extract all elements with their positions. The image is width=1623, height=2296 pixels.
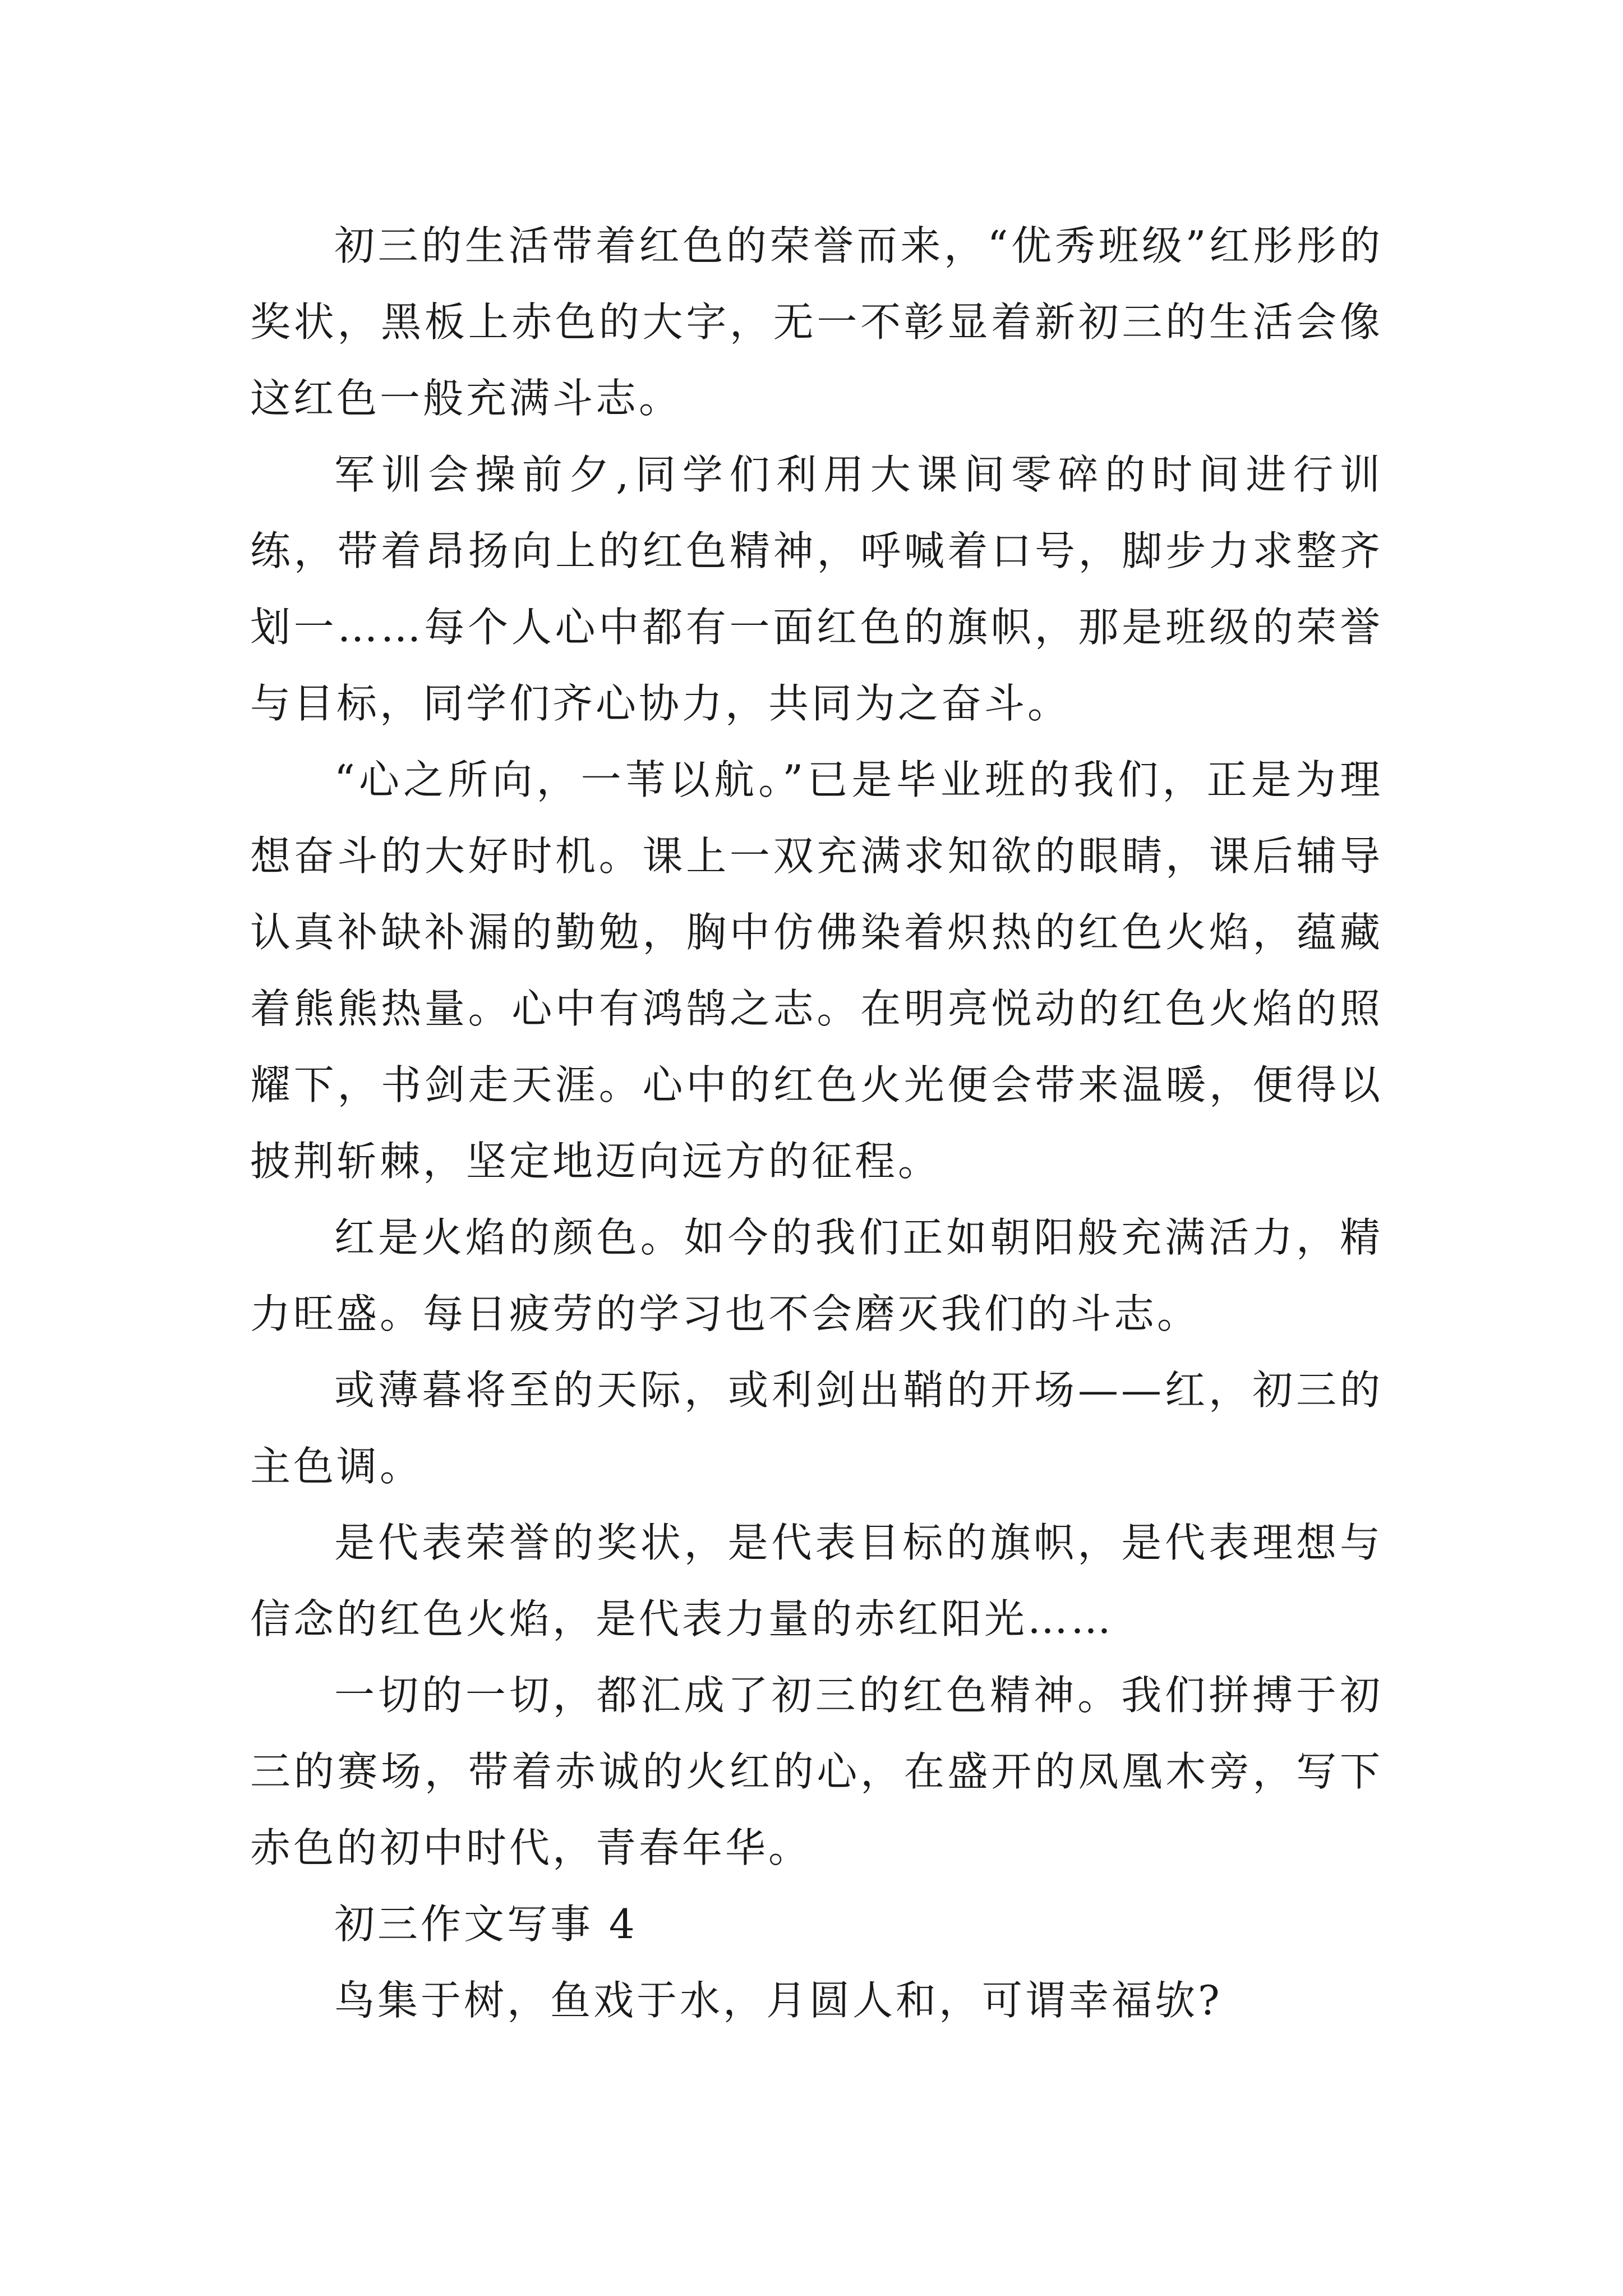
document-body: [250, 208, 1383, 2039]
paragraph-honor: 初三的生活带着红色的荣誉而来，“优秀班级”红彤彤的奖状，黑板上赤色的大字，无一不彰显着新初三的生活会像这红色一般充满斗志。: [250, 222, 1383, 422]
paragraph-symbols: 是代表荣誉的奖状，是代表目标的旗帜，是代表理想与信念的红色火焰，是代表力量的赤红阳光……: [250, 1519, 1383, 1642]
paragraph-main-tone: 或薄暮将至的天际，或利剑出鞘的开场——红，初三的主色调。: [250, 1366, 1383, 1490]
paragraph-ideals: “心之所向，一苇以航。”已是毕业班的我们，正是为理想奋斗的大好时机。课上一双充满求知欲的眼睛，课后辅导认真补缺补漏的勤勉，胸中仿佛染着炽热的红色火焰，蕴藏着熊熊热量。心中有鸿鹄之志。在明亮悦动的红色火焰的照耀下，书剑走天涯。心中的红色火光便会带来温暖，便得以披荆斩棘，坚定地迈向远方的征程。: [250, 756, 1383, 1185]
section-heading: 初三作文写事 4: [334, 1901, 638, 1948]
paragraph-flame-color: 红是火焰的颜色。如今的我们正如朝阳般充满活力，精力旺盛。每日疲劳的学习也不会磨灭我们的斗志。: [250, 1214, 1383, 1337]
paragraph-happiness: 鸟集于树，鱼戏于水，月圆人和，可谓幸福欤?: [334, 1977, 1223, 2024]
paragraph-red-spirit: 一切的一切，都汇成了初三的红色精神。我们拼搏于初三的赛场，带着赤诚的火红的心，在盛开的凤凰木旁，写下赤色的初中时代，青春年华。: [250, 1672, 1383, 1871]
paragraph-military-training: 军训会操前夕,同学们利用大课间零碎的时间进行训练，带着昂扬向上的红色精神，呼喊着口号，脚步力求整齐划一……每个人心中都有一面红色的旗帜，那是班级的荣誉与目标，同学们齐心协力，共同为之奋斗。: [250, 451, 1383, 727]
